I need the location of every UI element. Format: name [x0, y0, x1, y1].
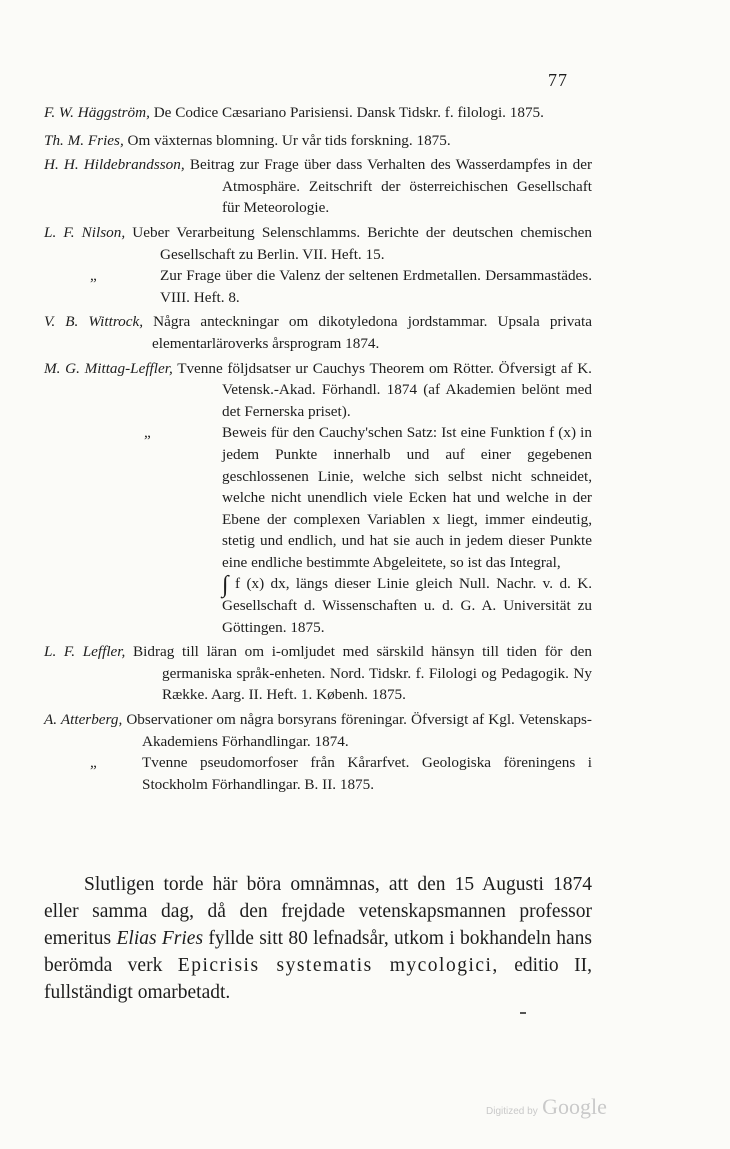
- entry-text: De Codice Cæsariano Parisiensi. Dansk Tidskr. f. filologi. 1875.: [153, 104, 544, 121]
- work-title: Epicrisis systematis mycologici,: [177, 955, 499, 976]
- entry-author: L. F. Nilson,: [44, 223, 126, 241]
- entry-author: F. W. Häggström,: [44, 104, 150, 121]
- page-number: 77: [548, 70, 568, 90]
- list-item: [44, 709, 592, 752]
- ditto-mark: „: [90, 754, 97, 772]
- list-item: [44, 102, 592, 124]
- entry-text: Tvenne pseudomorfoser från Kårarfvet. Geologiska föreningens i Stockholm Förhandlingar. B. II. 1875.: [142, 754, 592, 793]
- list-item: [44, 311, 592, 354]
- list-item: [44, 265, 592, 308]
- entry-author: H. H. Hildebrandsson,: [44, 156, 185, 174]
- person-name: Elias Fries: [116, 928, 204, 949]
- entry-text-continued: f (x) dx, längs dieser Linie gleich Null. Nachr. v. d. K. Gesellschaft d. Wissenschaften u. d. G. A. Universität zu Göttingen. 1875.: [222, 575, 593, 636]
- watermark-logo: Google: [542, 1094, 607, 1119]
- entry-text: Beweis für den Cauchy'schen Satz: Ist eine Funktion f (x) in jedem Punkte innerhalb und auf einer gegebenen geschlossenen Linie, welche sich selbst nicht schneidet, welche nicht unendlich viele Ecken hat und welche in der Ebene der complexen Variablen x liegt, immer eindeutig, stetig und endlich, und hat sie auch in jedem dieser Punkte eine endliche bestimmte Abgeleitete, so ist das Integral,: [222, 424, 592, 571]
- list-item: [44, 154, 592, 219]
- entry-text: Observationer om några borsyrans föreningar. Öfversigt af Kgl. Vetenskaps-Akademiens Förhandlingar. 1874.: [126, 711, 592, 750]
- list-item: [44, 422, 592, 638]
- entry-text: Beitrag zur Frage über dass Verhalten des Wasserdampfes in der Atmosphäre. Zeitschrift der österreichischen Gesellschaft für Meteorologie.: [189, 156, 592, 217]
- ditto-mark: „: [144, 424, 151, 442]
- entry-author: M. G. Mittag-Leffler,: [44, 359, 173, 377]
- closing-paragraph: [44, 871, 592, 1006]
- entry-text: Tvenne följdsatser ur Cauchys Theorem om Rötter. Öfversigt af K. Vetensk.-Akad. Förhandl. 1874 (af Akademien belönt med det Fernerska priset).: [177, 359, 592, 420]
- entry-author: Th. M. Fries,: [44, 131, 124, 149]
- list-item: [44, 130, 592, 152]
- entry-author: L. F. Leffler,: [44, 643, 126, 661]
- entry-text: Några anteckningar om dikotyledona jordstammar. Upsala privata elementarläroverks årsprogram 1874.: [152, 313, 592, 352]
- list-item: [44, 641, 592, 706]
- entry-text: Om växternas blomning. Ur vår tids forskning. 1875.: [127, 131, 451, 149]
- entry-author: A. Atterberg,: [44, 711, 123, 729]
- list-item: [44, 752, 592, 795]
- stray-mark: [520, 1012, 526, 1014]
- watermark-prefix: Digitized by: [486, 1106, 538, 1117]
- ditto-mark: „: [90, 267, 97, 285]
- paragraph-text-middle: fyllde sitt 80 lefnadsår, utkom i bokhandeln hans berömda verk: [44, 928, 593, 976]
- list-item: [44, 358, 592, 423]
- paragraph-text-start: Slutligen torde här böra omnämnas, att den 15 Augusti 1874 eller samma dag, då den frejdade vetenskapsmannen professor emeritus: [44, 874, 592, 949]
- digitization-watermark: [486, 1094, 607, 1120]
- bibliography-list: [44, 102, 592, 795]
- list-item: [44, 222, 592, 265]
- integral-symbol: ∫: [222, 572, 229, 599]
- entry-text: Zur Frage über die Valenz der seltenen Erdmetallen. Dersammastädes. VIII. Heft. 8.: [160, 267, 592, 306]
- entry-text: Bidrag till läran om i-omljudet med särskild hänsyn till tiden för den germaniska språk-enheten. Nord. Tidskr. f. Filologi og Pedagogik. Ny Række. Aarg. II. Heft. 1. Københ. 1875.: [133, 643, 593, 704]
- paragraph-text-end: editio II, fullständigt omarbetadt.: [44, 955, 592, 1003]
- entry-author: V. B. Wittrock,: [44, 313, 144, 331]
- entry-text: Ueber Verarbeitung Selenschlamms. Berichte der deutschen chemischen Gesellschaft zu Berlin. VII. Heft. 15.: [132, 223, 593, 263]
